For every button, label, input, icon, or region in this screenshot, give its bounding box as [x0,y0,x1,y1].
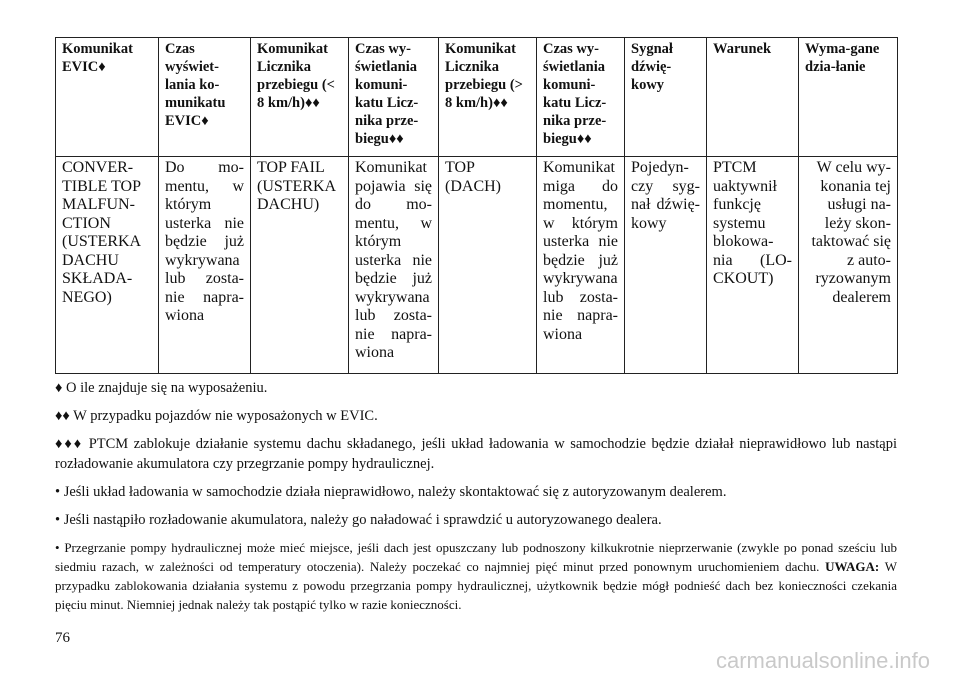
bullet-charging-system: • Jeśli układ ładowania w samochodzie działa nieprawidłowo, należy skontaktować się z autoryzowanym dealerem. [55,484,727,500]
note-label: UWAGA: [825,559,880,574]
bullet-battery-discharge: • Jeśli nastąpiło rozładowanie akumulatora, należy go naładować i sprawdzić u autoryzowanego dealera. [55,512,662,528]
cell-odometer-time-fast: Komunikat miga do momentu, w którym usterka nie będzie już wykrywana lub zosta-nie napra-wiona [537,157,625,374]
bullet-pump-overheat [55,538,897,614]
col-header-chime: Sygnał dźwię-kowy [625,38,707,157]
table-header-row [56,38,898,157]
cell-evic-display-time: Do mo-mentu, w którym usterka nie będzie już wykrywana lub zosta-nie napra-wiona [159,157,251,374]
cell-odometer-message-slow: TOP FAIL (USTERKA DACHU) [251,157,349,374]
col-header-odometer-time-fast: Czas wy-świetlania komuni-katu Licz-nika prze-biegu♦♦ [537,38,625,157]
table-row [56,157,898,374]
col-header-evic-message: Komunikat EVIC♦ [56,38,159,157]
footnote-ptcm-lockout: ♦♦♦ PTCM zablokuje działanie systemu dachu składanego, jeśli układ ładowania w samochodzie będzie działał nieprawidłowo lub nastąpi rozładowanie akumulatora czy przegrzanie pompy hydraulicznej. [55,436,897,472]
col-header-condition: Warunek [707,38,799,157]
note-text: W przypadku zablokowania działania systemu z powodu przegrzania pompy hydraulicznej, użytkownik będzie mógł podnieść dach bez konieczności czekania pięciu minut. Niemniej jednak należy tak postąpić tylko w razie konieczności. [55,559,898,612]
col-header-odometer-message-fast: Komunikat Licznika przebiegu (> 8 km/h)♦♦ [439,38,537,157]
cell-condition: PTCM uaktywnił funkcję systemu blokowa-nia (LO-CKOUT) [707,157,799,374]
evic-message-table [55,37,898,374]
cell-odometer-message-fast: TOP (DACH) [439,157,537,374]
footnotes [55,378,897,614]
pump-overheat-text: • Przegrzanie pompy hydraulicznej może mieć miejsce, jeśli dach jest opuszczany lub podnoszony kilkukrotnie nieprzerwanie (zwykle po ponad sześciu lub siedmiu razach, w zależności od temperatury otoczenia). Należy poczekać co najmniej pięć minut przed ponownym uruchomieniem dachu. [55,540,897,574]
cell-chime: Pojedyn-czy syg-nał dźwię-kowy [625,157,707,374]
cell-evic-message: CONVER-TIBLE TOP MALFUN-CTION (USTERKA DACHU SKŁADA-NEGO) [56,157,159,374]
col-header-odometer-time-slow: Czas wy-świetlania komuni-katu Licz-nika prze-biegu♦♦ [349,38,439,157]
col-header-odometer-message-slow: Komunikat Licznika przebiegu (< 8 km/h)♦♦ [251,38,349,157]
page-number: 76 [55,630,70,646]
col-header-evic-display-time: Czas wyświet-lania ko-munikatu EVIC♦ [159,38,251,157]
watermark-logo: carmanualsonline.info [715,648,930,673]
footnote-equipment: ♦ O ile znajduje się na wyposażeniu. [55,380,268,396]
cell-odometer-time-slow: Komunikat pojawia się do mo-mentu, w którym usterka nie będzie już wykrywana lub zosta-nie napra-wiona [349,157,439,374]
footnote-no-evic: ♦♦ W przypadku pojazdów nie wyposażonych w EVIC. [55,408,378,424]
col-header-required-action: Wyma-gane dzia-łanie [799,38,898,157]
cell-required-action: W celu wy-konania tej usługi na-leży skon-taktować się z auto-ryzowanym dealerem [799,157,898,374]
